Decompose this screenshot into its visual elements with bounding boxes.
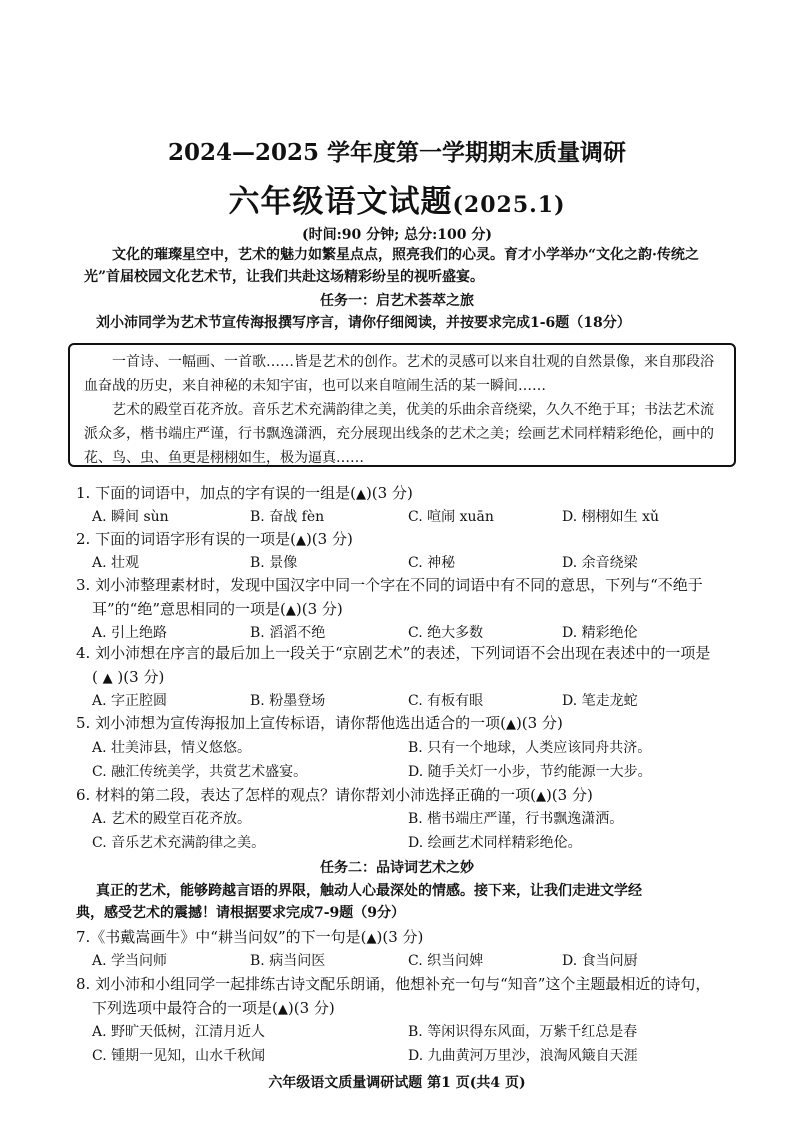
answer-blank: ▲ [295,533,306,548]
question-score: )(3 分) [545,786,593,804]
option-c: C. 织当问婢 [408,953,484,969]
option-a: A. 瞬间 sùn [92,509,169,525]
question-3-line-2 [92,598,343,619]
question-7 [76,926,423,947]
task1-description: 刘小沛同学为艺术节宣传海报撰写序言，请你仔细阅读，并按要求完成1-6题（18分） [96,315,631,331]
question-1 [76,482,413,503]
option-b: B. 滔滔不绝 [250,625,326,641]
answer-blank: ▲ [355,487,366,502]
option-c: C. 音乐艺术充满韵律之美。 [92,835,266,851]
option-c: C. 有板有眼 [408,693,484,709]
option-b: B. 奋战 fèn [250,509,325,525]
question-3-line-1: 3. 刘小沛整理素材时，发现中国汉字中同一个字在不同的词语中有不同的意思，下列与“不绝于 [76,576,703,594]
option-b: B. 病当问医 [250,953,326,969]
question-5 [76,712,563,733]
passage-paragraph-1: 一首诗、一幅画、一首歌……皆是艺术的创作。艺术的灵感可以来自壮观的自然景像，来自那段浴血奋战的历史，来自神秘的未知宇宙，也可以来自喧闹生活的某一瞬间…… [84,354,714,394]
question-score: )(3 分) [376,928,424,946]
option-c: C. 锺期一见知，山水千秋闻 [92,1048,266,1064]
option-d: D. 余音绕梁 [562,555,638,571]
task1-title: 任务一：启艺术荟萃之旅 [320,293,474,309]
option-c: C. 喧闹 xuān [408,509,494,525]
option-d: D. 精彩绝伦 [562,625,638,641]
option-d: D. 随手关灯一小步，节约能源一大步。 [408,764,652,780]
option-a: A. 艺术的殿堂百花齐放。 [92,811,252,827]
page-footer: 六年级语文质量调研试题 第1 页(共4 页) [268,1075,526,1091]
option-a: A. 引上绝路 [92,625,168,641]
question-score: )(3 分) [515,714,563,732]
question-score: )(3 分) [287,999,335,1017]
question-stem: 下列选项中最符合的一项是( [92,999,278,1017]
exam-title: 2024—2025 学年度第一学期期末质量调研 [167,139,627,166]
question-stem: 6. 材料的第二段，表达了怎样的观点？请你帮刘小沛选择正确的一项( [76,786,536,804]
question-2 [76,528,353,549]
answer-blank: ▲ [535,789,546,804]
task2-description-line-2: 典，感受艺术的震撼！请根据要求完成7-9题（9分） [76,905,406,921]
option-b: B. 等闲识得东风面，万紫千红总是春 [408,1024,638,1040]
option-d: D. 笔走龙蛇 [562,693,638,709]
answer-blank: ▲ [277,1002,288,1017]
task2-description-line-1: 真正的艺术，能够跨越言语的界限，触动人心最深处的情感。接下来，让我们走进文学经 [96,883,642,899]
paren-open: ( [92,668,98,686]
question-stem: 7.《书戴嵩画牛》中“耕当问奴”的下一句是( [76,928,367,946]
option-b: B. 只有一个地球，人类应该同舟共济。 [408,740,652,756]
option-a: A. 字正腔圆 [92,693,168,709]
answer-blank: ▲ [102,671,113,686]
question-stem: 2. 下面的词语字形有误的一项是( [76,530,296,548]
question-stem: 耳”的“绝”意思相同的一项是( [92,600,286,618]
question-score: )(3 分) [365,484,413,502]
task2-title: 任务二：品诗词艺术之妙 [320,860,474,876]
answer-blank: ▲ [505,717,516,732]
exam-subtitle [0,176,794,221]
exam-date: (2025.1) [452,192,566,218]
answer-blank: ▲ [366,931,377,946]
question-score: )(3 分) [117,668,165,686]
passage-paragraph-2: 艺术的殿堂百花齐放。音乐艺术充满韵律之美，优美的乐曲余音绕梁，久久不绝于耳；书法艺术流派众多，楷书端庄严谨，行书飘逸潇洒，充分展现出线条的艺术之美；绘画艺术同样精彩绝伦，画中的花、鸟、虫、鱼更是栩栩如生，极为逼真…… [84,402,714,466]
option-c: C. 融汇传统美学，共赏艺术盛宴。 [92,764,308,780]
option-b: B. 景像 [250,555,298,571]
question-4-line-2 [92,666,164,687]
option-a: A. 学当问师 [92,953,168,969]
option-c: C. 神秘 [408,555,456,571]
answer-blank: ▲ [285,603,296,618]
question-stem: 1. 下面的词语中，加点的字有误的一组是( [76,484,356,502]
option-a: A. 野旷天低树，江清月近人 [92,1024,266,1040]
question-8-line-1: 8. 刘小沛和小组同学一起排练古诗文配乐朗诵，他想补充一句与“知音”这个主题最相近的诗句， [76,975,711,993]
option-a: A. 壮观 [92,555,140,571]
option-d: D. 九曲黄河万里沙，浪淘风簸自天涯 [408,1048,638,1064]
option-c: C. 绝大多数 [408,625,484,641]
question-score: )(3 分) [295,600,343,618]
intro-paragraph: 文化的璀璨星空中，艺术的魅力如繁星点点，照亮我们的心灵。育才小学举办“文化之韵·传统之光”首届校园文化艺术节，让我们共赴这场精彩纷呈的视听盛宴。 [84,247,699,285]
time-info: (时间:90 分钟; 总分:100 分) [301,227,493,243]
subject-title: 六年级语文试题 [228,184,453,220]
option-b: B. 粉墨登场 [250,693,326,709]
option-d: D. 栩栩如生 xǔ [562,509,659,525]
option-b: B. 楷书端庄严谨，行书飘逸潇洒。 [408,811,624,827]
question-stem: 5. 刘小沛想为宣传海报加上宣传标语，请你帮他选出适合的一项( [76,714,506,732]
option-a: A. 壮美沛县，情义悠悠。 [92,740,252,756]
question-score: )(3 分) [305,530,353,548]
question-8-line-2 [92,997,335,1018]
option-d: D. 绘画艺术同样精彩绝伦。 [408,835,582,851]
question-4-line-1: 4. 刘小沛想在序言的最后加上一段关于“京剧艺术”的表述，下列词语不会出现在表述中的一项是 [76,644,711,662]
question-6 [76,784,593,805]
option-d: D. 食当问厨 [562,953,638,969]
